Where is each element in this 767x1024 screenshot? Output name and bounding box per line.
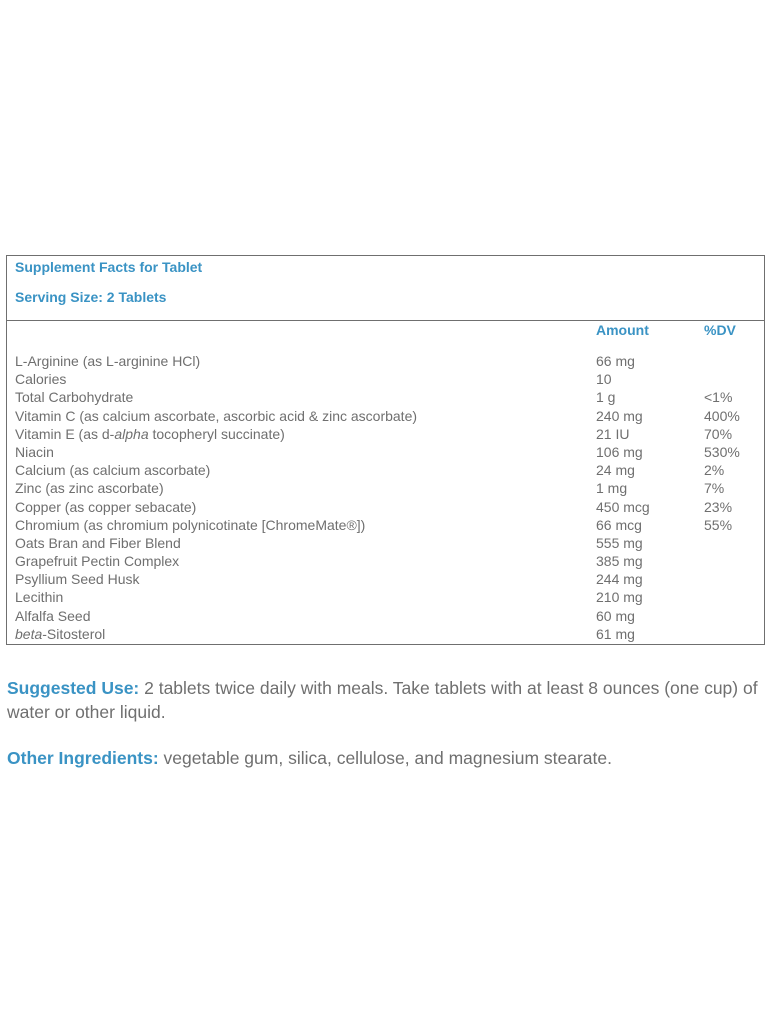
nutrient-name-part: Grapefruit Pectin Complex [15, 553, 180, 570]
facts-title: Supplement Facts for Tablet [15, 259, 203, 275]
nutrient-name-part: tocopheryl succinate) [148, 425, 285, 442]
nutrient-name-part: Vitamin C (as calcium ascorbate, ascorbic acid & zinc ascorbate) [15, 407, 418, 424]
nutrient-amount: 10 [596, 371, 612, 388]
other-ingredients-label: Other Ingredients: [7, 748, 159, 768]
nutrient-row [7, 443, 764, 461]
nutrient-row [7, 370, 764, 388]
nutrient-dv: 2% [704, 462, 725, 479]
other-ingredients-text: vegetable gum, silica, cellulose, and magnesium stearate. [158, 748, 612, 768]
nutrient-dv: 7% [704, 480, 725, 497]
amount-column-header: Amount [596, 322, 649, 338]
nutrient-amount: 106 mg [596, 443, 643, 460]
nutrient-name [15, 407, 417, 425]
nutrient-name-part: -Sitosterol [42, 625, 106, 642]
nutrient-amount: 1 mg [596, 480, 628, 497]
nutrient-dv: 530% [704, 443, 740, 460]
nutrient-name [15, 443, 54, 461]
nutrient-row [7, 407, 764, 425]
dv-column-header: %DV [704, 322, 736, 338]
nutrient-name-part: Calories [15, 371, 67, 388]
nutrient-row [7, 607, 764, 625]
facts-header [7, 256, 764, 321]
nutrient-amount: 240 mg [596, 407, 643, 424]
nutrient-amount: 66 mg [596, 353, 635, 369]
nutrient-row [7, 388, 764, 406]
nutrient-name-part: Zinc (as zinc ascorbate) [15, 480, 164, 497]
nutrient-name [15, 607, 91, 625]
nutrient-row [7, 352, 764, 370]
nutrient-name-part: Alfalfa Seed [15, 607, 91, 624]
nutrient-row [7, 498, 764, 516]
nutrient-amount: 210 mg [596, 589, 643, 606]
nutrient-row [7, 516, 764, 534]
nutrient-amount: 66 mcg [596, 516, 642, 533]
suggested-use-text: 2 tablets twice daily with meals. Take tablets with at least 8 ounces (one cup) of water or other liquid. [7, 678, 758, 722]
nutrient-name [15, 625, 105, 643]
nutrient-name [15, 552, 179, 570]
nutrient-dv: 70% [704, 425, 733, 442]
nutrient-dv: <1% [704, 389, 733, 406]
nutrient-dv: 23% [704, 498, 733, 515]
nutrient-name-italic: alpha [114, 425, 149, 442]
nutrient-name-part: L-Arginine (as L-arginine HCl) [15, 353, 201, 369]
nutrient-name-part: Oats Bran and Fiber Blend [15, 534, 181, 551]
nutrient-amount: 244 mg [596, 571, 643, 588]
nutrient-name [15, 461, 210, 479]
nutrient-name-part: Calcium (as calcium ascorbate) [15, 462, 211, 479]
nutrient-name [15, 388, 133, 406]
nutrient-row [7, 425, 764, 443]
nutrient-list [7, 352, 764, 643]
nutrient-row [7, 461, 764, 479]
nutrient-amount: 24 mg [596, 462, 635, 479]
nutrient-name-part: Vitamin E (as d- [15, 425, 115, 442]
nutrient-row [7, 534, 764, 552]
nutrient-name [15, 534, 181, 552]
nutrient-name [15, 425, 285, 443]
nutrient-name-part: Chromium (as chromium polynicotinate [ChromeMate®]) [15, 516, 366, 533]
nutrient-name [15, 588, 63, 606]
supplement-facts-panel [6, 255, 765, 645]
nutrient-amount: 1 g [596, 389, 616, 406]
suggested-use-label: Suggested Use: [7, 678, 140, 698]
nutrient-row [7, 570, 764, 588]
nutrient-row [7, 479, 764, 497]
serving-size: Serving Size: 2 Tablets [15, 289, 167, 305]
nutrient-amount: 60 mg [596, 607, 635, 624]
nutrient-row [7, 625, 764, 643]
nutrient-name-part: Total Carbohydrate [15, 389, 134, 406]
nutrient-amount: 385 mg [596, 553, 643, 570]
nutrient-name [15, 370, 66, 388]
nutrient-name [15, 516, 365, 534]
suggested-use [7, 676, 765, 724]
nutrient-amount: 21 IU [596, 425, 630, 442]
nutrient-name [15, 352, 200, 370]
nutrient-name-part: Niacin [15, 443, 54, 460]
nutrient-dv: 55% [704, 516, 733, 533]
nutrient-name [15, 479, 164, 497]
other-ingredients [7, 746, 765, 770]
nutrient-name-part: Copper (as copper sebacate) [15, 498, 197, 515]
nutrient-name-italic: beta [15, 625, 43, 642]
nutrient-row [7, 552, 764, 570]
nutrient-amount: 450 mcg [596, 498, 650, 515]
nutrient-name [15, 570, 140, 588]
nutrient-amount: 61 mg [596, 625, 635, 642]
nutrient-name-part: Lecithin [15, 589, 64, 606]
nutrient-dv: 400% [704, 407, 740, 424]
nutrient-name-part: Psyllium Seed Husk [15, 571, 140, 588]
nutrient-name [15, 498, 196, 516]
nutrient-amount: 555 mg [596, 534, 643, 551]
nutrient-row [7, 588, 764, 606]
